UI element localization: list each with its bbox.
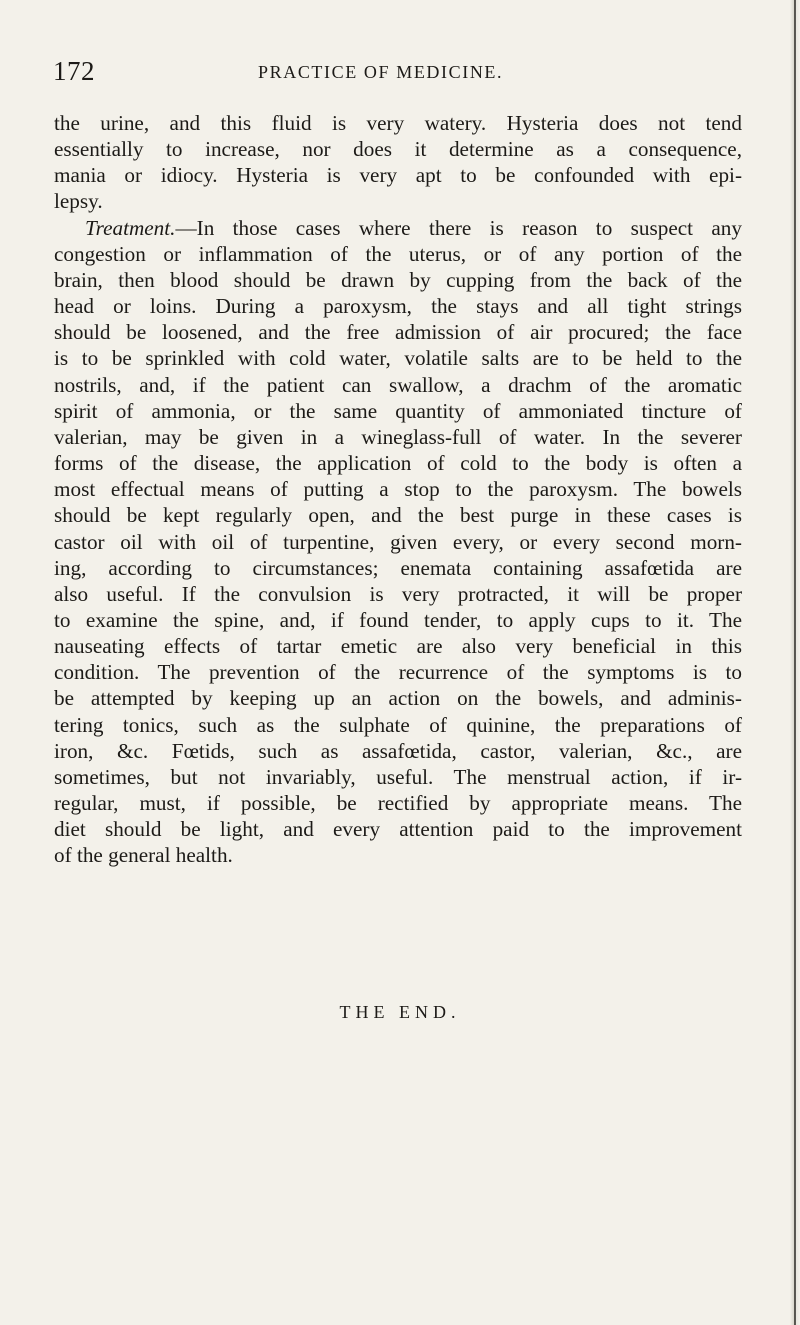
text-line: essentially to increase, nor does it determine as a consequence, bbox=[54, 137, 742, 162]
page-edge bbox=[790, 0, 800, 1325]
body-text bbox=[54, 110, 742, 869]
text-line: of the general health. bbox=[54, 843, 233, 868]
text-line: castor oil with oil of turpentine, given every, or every second morn- bbox=[54, 529, 742, 554]
text-line: lepsy. bbox=[54, 189, 103, 214]
text-line: congestion or inflammation of the uterus, or of any portion of the bbox=[54, 241, 742, 266]
treatment-paragraph-first-line bbox=[54, 215, 742, 241]
running-head: PRACTICE OF MEDICINE. bbox=[258, 62, 504, 82]
text-line: valerian, may be given in a wineglass-full of water. In the severer bbox=[54, 424, 742, 449]
text-line: sometimes, but not invariably, useful. The menstrual action, if ir- bbox=[54, 764, 742, 789]
text-line: diet should be light, and every attention paid to the improvement bbox=[54, 817, 742, 842]
text-fragment: —In those cases where there is reason to suspect any bbox=[175, 215, 742, 240]
text-line: ing, according to circumstances; enemata containing assafœtida are bbox=[54, 555, 742, 580]
text-line: nostrils, and, if the patient can swallow, a drachm of the aromatic bbox=[54, 372, 742, 397]
section-heading-treatment: Treatment. bbox=[85, 215, 176, 240]
the-end-label: THE END. bbox=[339, 1002, 461, 1022]
text-line: most effectual means of putting a stop to the paroxysm. The bowels bbox=[54, 477, 742, 502]
text-line: should be loosened, and the free admission of air procured; the face bbox=[54, 320, 742, 345]
text-line: regular, must, if possible, be rectified by appropriate means. The bbox=[54, 791, 742, 816]
text-line: forms of the disease, the application of cold to the body is often a bbox=[54, 451, 742, 476]
text-line: to examine the spine, and, if found tender, to apply cups to it. The bbox=[54, 607, 742, 632]
text-line: brain, then blood should be drawn by cupping from the back of the bbox=[54, 267, 742, 292]
text-line: the urine, and this fluid is very watery. Hysteria does not tend bbox=[54, 111, 742, 135]
text-line: iron, &c. Fœtids, such as assafœtida, castor, valerian, &c., are bbox=[54, 738, 742, 763]
page-number: 172 bbox=[53, 56, 95, 86]
text-line: is to be sprinkled with cold water, volatile salts are to be held to the bbox=[54, 346, 742, 371]
text-line: also useful. If the convulsion is very protracted, it will be proper bbox=[54, 581, 742, 606]
text-line: condition. The prevention of the recurrence of the symptoms is to bbox=[54, 660, 742, 685]
text-line: head or loins. During a paroxysm, the stays and all tight strings bbox=[54, 294, 742, 319]
text-line: mania or idiocy. Hysteria is very apt to be confounded with epi- bbox=[54, 163, 742, 188]
text-line: should be kept regularly open, and the best purge in these cases is bbox=[54, 503, 742, 528]
text-line: spirit of ammonia, or the same quantity of ammoniated tincture of bbox=[54, 398, 742, 423]
text-line: nauseating effects of tartar emetic are also very beneficial in this bbox=[54, 634, 742, 659]
text-line: tering tonics, such as the sulphate of quinine, the preparations of bbox=[54, 712, 742, 737]
text-line: be attempted by keeping up an action on the bowels, and adminis- bbox=[54, 686, 742, 711]
